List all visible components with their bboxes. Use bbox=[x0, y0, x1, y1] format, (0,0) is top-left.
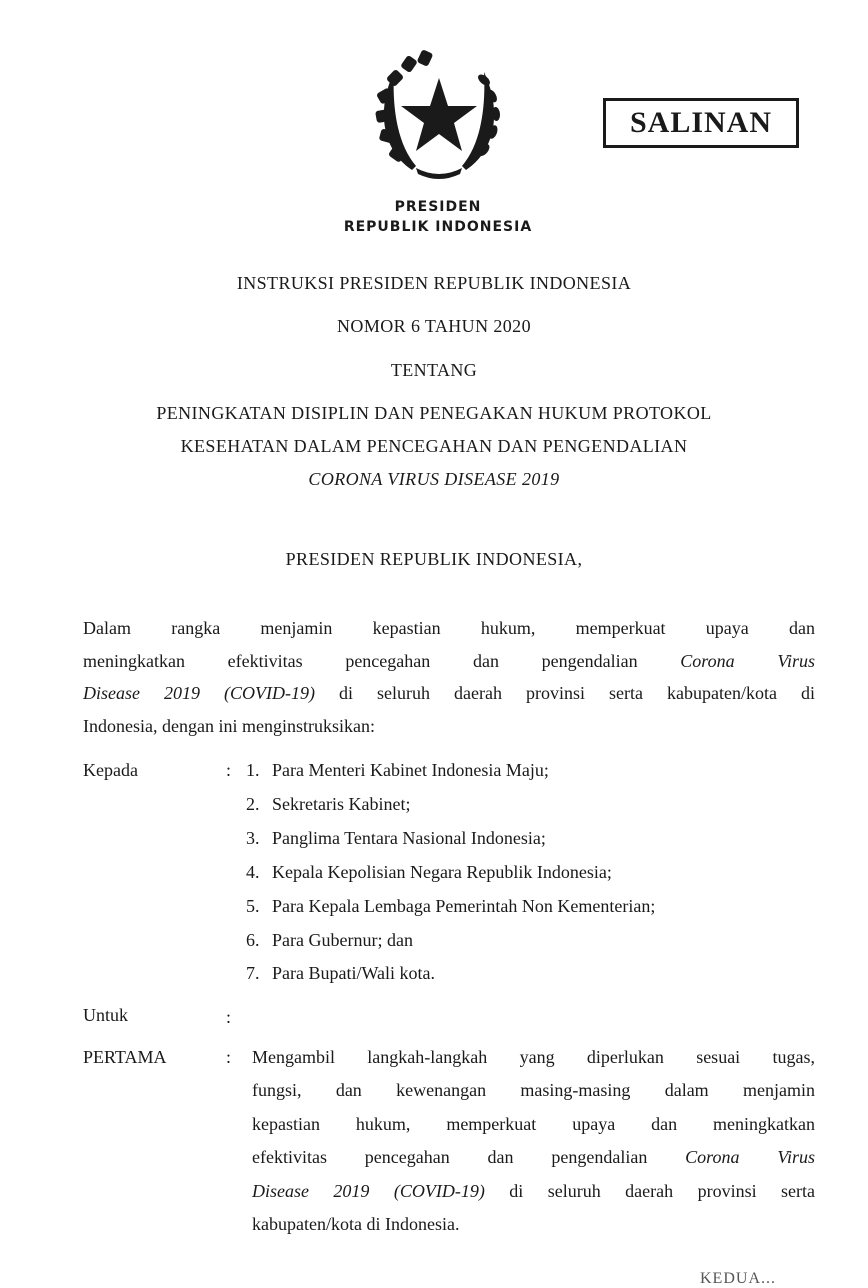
office-title-line1: PRESIDEN bbox=[394, 199, 482, 215]
preamble-line: Indonesia, dengan ini menginstruksikan: bbox=[83, 715, 375, 736]
recipient-number: 2. bbox=[246, 794, 260, 814]
pertama-label: PERTAMA bbox=[83, 1047, 167, 1067]
recipient-item bbox=[246, 828, 546, 849]
recipient-item bbox=[246, 760, 549, 781]
recipient-text: Para Kepala Lembaga Pemerintah Non Kementerian; bbox=[272, 896, 656, 916]
recipient-item bbox=[246, 794, 410, 815]
subject-line-2: KESEHATAN DALAM PENCEGAHAN DAN PENGENDALIAN bbox=[180, 436, 688, 456]
recipient-number: 1. bbox=[246, 760, 260, 780]
preamble-italic: Corona Virus bbox=[680, 650, 815, 671]
recipient-item bbox=[246, 963, 435, 984]
preamble-line bbox=[83, 645, 815, 678]
pertama-text: efektivitas pencegahan dan pengendalian bbox=[252, 1147, 686, 1168]
recipient-item bbox=[246, 862, 612, 883]
recipient-item bbox=[246, 930, 413, 951]
preamble-line bbox=[83, 677, 815, 710]
president-heading: PRESIDEN REPUBLIK INDONESIA, bbox=[285, 549, 583, 569]
recipient-item bbox=[246, 896, 655, 917]
recipient-number: 4. bbox=[246, 862, 260, 882]
subject-line-1: PENINGKATAN DISIPLIN DAN PENEGAKAN HUKUM PROTOKOL bbox=[156, 403, 712, 423]
recipient-text: Panglima Tentara Nasional Indonesia; bbox=[272, 828, 546, 848]
document-number: NOMOR 6 TAHUN 2020 bbox=[337, 316, 531, 336]
kepada-label: Kepada bbox=[83, 760, 138, 780]
pertama-line: kabupaten/kota di Indonesia. bbox=[252, 1213, 460, 1234]
untuk-label: Untuk bbox=[83, 1005, 128, 1025]
recipient-text: Para Menteri Kabinet Indonesia Maju; bbox=[272, 760, 549, 780]
recipient-number: 6. bbox=[246, 930, 260, 950]
preamble-paragraph bbox=[83, 612, 815, 742]
recipient-text: Para Gubernur; dan bbox=[272, 930, 413, 950]
pertama-line bbox=[252, 1141, 815, 1174]
document-title: INSTRUKSI PRESIDEN REPUBLIK INDONESIA bbox=[236, 273, 632, 293]
recipient-number: 3. bbox=[246, 828, 260, 848]
kepada-colon: : bbox=[226, 760, 232, 780]
salinan-stamp bbox=[603, 98, 799, 148]
pertama-italic: Corona Virus bbox=[685, 1147, 815, 1168]
recipient-number: 7. bbox=[246, 963, 260, 983]
pertama-line: kepastian hukum, memperkuat upaya dan meningkatkan bbox=[252, 1113, 815, 1134]
pertama-line bbox=[252, 1175, 815, 1208]
pertama-colon: : bbox=[226, 1047, 232, 1067]
pertama-line: fungsi, dan kewenangan masing-masing dalam menjamin bbox=[252, 1080, 815, 1101]
recipient-text: Kepala Kepolisian Negara Republik Indonesia; bbox=[272, 862, 612, 882]
recipient-text: Para Bupati/Wali kota. bbox=[272, 963, 436, 983]
preamble-italic: Disease 2019 (COVID-19) bbox=[83, 683, 315, 703]
about-heading: TENTANG bbox=[390, 360, 478, 380]
untuk-colon: : bbox=[226, 1007, 232, 1027]
office-title-line2: REPUBLIK INDONESIA bbox=[343, 219, 533, 235]
subject-line-3: CORONA VIRUS DISEASE 2019 bbox=[308, 469, 560, 489]
recipient-text: Sekretaris Kabinet; bbox=[272, 794, 411, 814]
pertama-paragraph bbox=[252, 1041, 815, 1241]
recipient-number: 5. bbox=[246, 896, 260, 916]
preamble-text: di seluruh daerah provinsi serta kabupaten/kota di bbox=[315, 683, 815, 703]
continuation-marker: KEDUA... bbox=[700, 1270, 776, 1287]
preamble-text: meningkatkan efektivitas pencegahan dan pengendalian bbox=[83, 650, 681, 671]
pertama-line: Mengambil langkah-langkah yang diperlukan sesuai tugas, bbox=[252, 1047, 815, 1067]
presidential-seal-icon bbox=[372, 50, 506, 182]
preamble-line: Dalam rangka menjamin kepastian hukum, memperkuat upaya dan bbox=[83, 618, 815, 638]
pertama-italic: Disease 2019 (COVID-19) bbox=[252, 1180, 485, 1201]
stamp-label: SALINAN bbox=[629, 106, 773, 139]
pertama-text: di seluruh daerah provinsi serta bbox=[484, 1180, 816, 1201]
